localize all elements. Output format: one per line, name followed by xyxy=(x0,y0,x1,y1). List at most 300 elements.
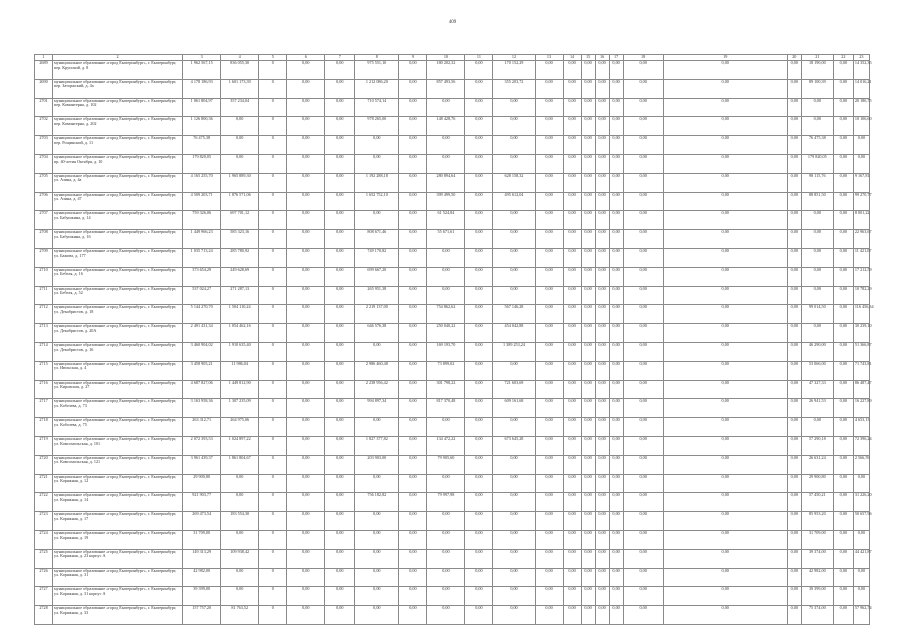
value-cell: 0,00 xyxy=(833,587,853,606)
value-cell: 0,00 xyxy=(595,173,609,192)
value-cell: 0,00 xyxy=(623,455,663,474)
value-cell: 0,00 xyxy=(581,248,595,267)
value-cell: 1 061 804,97 xyxy=(183,98,221,117)
value-cell: 0,00 xyxy=(535,568,563,587)
value-cell: 1 035 713,24 xyxy=(183,248,221,267)
value-cell: 0,00 xyxy=(493,474,535,493)
table-row xyxy=(35,606,870,625)
value-cell: 0,00 xyxy=(801,248,833,267)
value-cell: 0,00 xyxy=(493,117,535,136)
row-name: муниципальное образование «город Екатеринбург», г. Екатеринбург, ул. Коряжная, д. 31 xyxy=(53,568,183,587)
value-cell: 0,00 xyxy=(787,455,801,474)
value-cell: 0,00 xyxy=(663,136,787,155)
value-cell: 1 192 288,18 xyxy=(355,173,399,192)
value-cell: 0,00 xyxy=(325,549,355,568)
value-cell: 0,00 xyxy=(787,342,801,361)
value-cell: 0,00 xyxy=(535,136,563,155)
value-cell: 0,00 xyxy=(595,61,609,80)
value-cell: 1 965 889,30 xyxy=(221,173,259,192)
column-number: 17 xyxy=(609,55,623,61)
value-cell: 0,00 xyxy=(581,324,595,343)
value-cell: 0,00 xyxy=(787,61,801,80)
value-cell: 0,00 xyxy=(609,211,623,230)
value-cell: 57 290,18 xyxy=(801,436,833,455)
value-cell: 1 910 635,40 xyxy=(221,342,259,361)
value-cell: 808 671,46 xyxy=(355,230,399,249)
value-cell: 0,00 xyxy=(787,606,801,625)
value-cell: 0,00 xyxy=(465,324,493,343)
value-cell: 0,00 xyxy=(493,530,535,549)
value-cell: 0,00 xyxy=(663,587,787,606)
value-cell: 0,00 xyxy=(465,342,493,361)
value-cell: 0,00 xyxy=(399,342,427,361)
value-cell: 0,00 xyxy=(287,79,325,98)
value-cell: 0,00 xyxy=(563,286,581,305)
value-cell: 0,00 xyxy=(535,342,563,361)
value-cell: 0,00 xyxy=(663,173,787,192)
value-cell: 0,00 xyxy=(325,305,355,324)
value-cell: 0,00 xyxy=(465,361,493,380)
value-cell: 0,00 xyxy=(833,98,853,117)
value-cell: 0,00 xyxy=(287,342,325,361)
value-cell: 0,00 xyxy=(325,493,355,512)
value-cell: 0,00 xyxy=(787,512,801,531)
value-cell: 0,00 xyxy=(595,361,609,380)
value-cell: 0,00 xyxy=(465,117,493,136)
row-name: муниципальное образование «город Екатеринбург», г. Екатеринбург, ул. Бабушкина, д. 16 xyxy=(53,230,183,249)
value-cell: 0,00 xyxy=(623,324,663,343)
value-cell: 0,00 xyxy=(787,230,801,249)
value-cell: 0,00 xyxy=(833,530,853,549)
value-cell: 0,00 xyxy=(787,399,801,418)
value-cell: 269 473,54 xyxy=(183,512,221,531)
value-cell: 0,00 xyxy=(609,512,623,531)
value-cell: 0,00 xyxy=(563,512,581,531)
value-cell: 0,00 xyxy=(595,530,609,549)
value-cell: 0,00 xyxy=(355,211,399,230)
row-number: 2707 xyxy=(35,211,53,230)
value-cell: 0,00 xyxy=(663,606,787,625)
value-cell: 0,00 xyxy=(399,136,427,155)
value-cell: 0,00 xyxy=(801,117,833,136)
value-cell: 265 951,38 xyxy=(355,286,399,305)
value-cell: 0,00 xyxy=(595,568,609,587)
value-cell: 0,00 xyxy=(787,79,801,98)
value-cell: 0,00 xyxy=(595,493,609,512)
row-number: 2725 xyxy=(35,549,53,568)
value-cell: 79 997,98 xyxy=(427,493,465,512)
value-cell: 31 709,00 xyxy=(183,530,221,549)
value-cell: 0,00 xyxy=(595,267,609,286)
value-cell: 0,00 xyxy=(427,154,465,173)
value-cell: 3 163 958,36 xyxy=(183,399,221,418)
row-name: муниципальное образование «город Екатеринбург», г. Екатеринбург, ул. Азина, д. 4а xyxy=(53,173,183,192)
value-cell: 0,00 xyxy=(833,305,853,324)
value-cell: 0,00 xyxy=(493,455,535,474)
value-cell: 250 040,22 xyxy=(427,324,465,343)
value-cell: 0 xyxy=(259,474,287,493)
value-cell: 0,00 xyxy=(563,380,581,399)
value-cell: 0,00 xyxy=(287,211,325,230)
value-cell: 0,00 xyxy=(355,342,399,361)
value-cell: 0,00 xyxy=(563,136,581,155)
value-cell: 0 xyxy=(259,549,287,568)
value-cell: 0,00 xyxy=(399,568,427,587)
value-cell: 0,00 xyxy=(221,474,259,493)
value-cell: 0,00 xyxy=(609,493,623,512)
value-cell: 756 182,82 xyxy=(355,493,399,512)
value-cell: 57 962,74 xyxy=(853,606,869,625)
row-name: муниципальное образование «город Екатеринбург», г. Екатеринбург, пер. Коминтерна, д. 202 xyxy=(53,117,183,136)
row-name: муниципальное образование «город Екатеринбург», г. Екатеринбург, ул. Комсомольская, д. 121 xyxy=(53,455,183,474)
value-cell: 0,00 xyxy=(833,549,853,568)
value-cell: 0,00 xyxy=(787,98,801,117)
value-cell: 0,00 xyxy=(399,587,427,606)
row-name: муниципальное образование «город Екатеринбург», г. Екатеринбург, ул. Коряжная, д. 17 xyxy=(53,512,183,531)
column-number: 5 xyxy=(259,55,287,61)
value-cell: 0,00 xyxy=(623,173,663,192)
value-cell: 0,00 xyxy=(787,117,801,136)
value-cell: 0 xyxy=(259,455,287,474)
value-cell: 42 982,00 xyxy=(183,568,221,587)
value-cell: 0,00 xyxy=(535,361,563,380)
row-name: муниципальное образование «город Екатеринбург», г. Екатеринбург, ул. Коряжная, д. 31 корпус А xyxy=(53,587,183,606)
value-cell: 0,00 xyxy=(427,568,465,587)
value-cell: 0,00 xyxy=(853,154,869,173)
value-cell: 0,00 xyxy=(399,399,427,418)
row-number: 2722 xyxy=(35,493,53,512)
value-cell: 0 xyxy=(259,211,287,230)
row-name: муниципальное образование «город Екатеринбург», г. Екатеринбург, пер. Рощинский, д. 11 xyxy=(53,136,183,155)
value-cell: 0,00 xyxy=(787,568,801,587)
value-cell: 1 126 800,36 xyxy=(183,117,221,136)
value-cell: 0,00 xyxy=(623,606,663,625)
value-cell: 0,00 xyxy=(465,399,493,418)
value-cell: 14 352,35 xyxy=(853,61,869,80)
value-cell: 0,00 xyxy=(399,380,427,399)
value-cell: 0,00 xyxy=(287,136,325,155)
value-cell: 0,00 xyxy=(801,286,833,305)
value-cell: 1 054 462,16 xyxy=(221,324,259,343)
value-cell: 0,00 xyxy=(787,211,801,230)
value-cell: 355 203,72 xyxy=(493,79,535,98)
table-row xyxy=(35,493,870,512)
value-cell: 0,00 xyxy=(623,568,663,587)
value-cell: 86 487,47 xyxy=(853,380,869,399)
value-cell: 0,00 xyxy=(355,418,399,437)
value-cell: 0,00 xyxy=(581,98,595,117)
value-cell: 0,00 xyxy=(623,192,663,211)
value-cell: 0,00 xyxy=(563,230,581,249)
column-number: 10 xyxy=(427,55,465,61)
value-cell: 0,00 xyxy=(581,136,595,155)
value-cell: 0 xyxy=(259,136,287,155)
value-cell: 2 566,59 xyxy=(853,455,869,474)
value-cell: 0 xyxy=(259,380,287,399)
value-cell: 0,00 xyxy=(465,305,493,324)
value-cell: 0,00 xyxy=(287,117,325,136)
value-cell: 50 657,96 xyxy=(853,512,869,531)
value-cell: 0,00 xyxy=(287,230,325,249)
value-cell: 0 xyxy=(259,436,287,455)
value-cell: 0,00 xyxy=(325,455,355,474)
value-cell: 0,00 xyxy=(833,192,853,211)
value-cell: 0,00 xyxy=(535,324,563,343)
value-cell: 0,00 xyxy=(663,192,787,211)
value-cell: 2 986 460,48 xyxy=(355,361,399,380)
value-cell: 0,00 xyxy=(399,154,427,173)
value-cell: 0,00 xyxy=(399,286,427,305)
value-cell: 0,00 xyxy=(563,587,581,606)
table-row xyxy=(35,117,870,136)
value-cell: 0,00 xyxy=(833,230,853,249)
value-cell: 4 653,13 xyxy=(853,418,869,437)
value-cell: 0,00 xyxy=(535,399,563,418)
value-cell: 0,00 xyxy=(833,418,853,437)
value-cell: 0,00 xyxy=(221,117,259,136)
value-cell: 0,00 xyxy=(833,117,853,136)
value-cell: 0 xyxy=(259,173,287,192)
value-cell: 5 144 270,70 xyxy=(183,305,221,324)
value-cell: 22 963,67 xyxy=(853,230,869,249)
value-cell: 9 167,81 xyxy=(853,173,869,192)
value-cell: 0,00 xyxy=(833,606,853,625)
value-cell: 0,00 xyxy=(465,587,493,606)
value-cell: 20 186,75 xyxy=(853,98,869,117)
value-cell: 0,00 xyxy=(833,493,853,512)
value-cell: 0,00 xyxy=(563,342,581,361)
value-cell: 0,00 xyxy=(623,530,663,549)
value-cell: 1 024 897,22 xyxy=(221,436,259,455)
value-cell: 0,00 xyxy=(833,455,853,474)
value-cell: 0,00 xyxy=(535,436,563,455)
value-cell: 0,00 xyxy=(581,380,595,399)
value-cell: 0,00 xyxy=(465,248,493,267)
value-cell: 0,00 xyxy=(493,286,535,305)
value-cell: 0,00 xyxy=(287,568,325,587)
row-number: 2689 xyxy=(35,61,53,80)
value-cell: 697 701,12 xyxy=(221,211,259,230)
value-cell: 0,00 xyxy=(623,117,663,136)
value-cell: 0,00 xyxy=(609,248,623,267)
value-cell: 99 270,77 xyxy=(853,192,869,211)
table-row xyxy=(35,230,870,249)
value-cell: 0 xyxy=(259,587,287,606)
value-cell: 0,00 xyxy=(595,380,609,399)
value-cell: 0,00 xyxy=(563,154,581,173)
value-cell: 46 290,00 xyxy=(801,342,833,361)
row-name: муниципальное образование «город Екатеринбург», г. Екатеринбург, ул. Бебеля, д. 16 xyxy=(53,267,183,286)
value-cell: 0,00 xyxy=(663,154,787,173)
column-number: 21 xyxy=(801,55,833,61)
row-number: 2708 xyxy=(35,230,53,249)
value-cell: 0,00 xyxy=(581,117,595,136)
column-number: 22 xyxy=(833,55,853,61)
value-cell: 994 897,34 xyxy=(355,399,399,418)
value-cell: 0,00 xyxy=(623,549,663,568)
value-cell: 0,00 xyxy=(287,61,325,80)
value-cell: 0,00 xyxy=(399,361,427,380)
value-cell: 0,00 xyxy=(581,154,595,173)
value-cell: 4 509 203,71 xyxy=(183,192,221,211)
value-cell: 0,00 xyxy=(581,286,595,305)
value-cell: 0,00 xyxy=(493,230,535,249)
value-cell: 0,00 xyxy=(623,305,663,324)
value-cell: 0,00 xyxy=(833,568,853,587)
value-cell: 0 xyxy=(259,154,287,173)
value-cell: 0,00 xyxy=(609,117,623,136)
value-cell: 0,00 xyxy=(663,530,787,549)
value-cell: 0,00 xyxy=(325,192,355,211)
value-cell: 271 287,13 xyxy=(221,286,259,305)
value-cell: 0,00 xyxy=(493,136,535,155)
value-cell: 0,00 xyxy=(221,568,259,587)
value-cell: 0,00 xyxy=(609,455,623,474)
value-cell: 585 323,16 xyxy=(221,230,259,249)
table-row xyxy=(35,324,870,343)
value-cell: 183 554,30 xyxy=(221,512,259,531)
value-cell: 0,00 xyxy=(609,436,623,455)
row-number: 2716 xyxy=(35,380,53,399)
value-cell: 0,00 xyxy=(325,211,355,230)
value-cell: 0,00 xyxy=(595,305,609,324)
value-cell: 0,00 xyxy=(325,61,355,80)
value-cell: 0 xyxy=(259,117,287,136)
row-number: 2718 xyxy=(35,418,53,437)
value-cell: 0,00 xyxy=(465,267,493,286)
value-cell: 0,00 xyxy=(399,98,427,117)
value-cell: 0,00 xyxy=(833,286,853,305)
value-cell: 39 399,00 xyxy=(801,587,833,606)
value-cell: 817 370,48 xyxy=(427,399,465,418)
value-cell: 0,00 xyxy=(493,418,535,437)
table-row xyxy=(35,418,870,437)
row-number: 2723 xyxy=(35,512,53,531)
value-cell: 0,00 xyxy=(663,98,787,117)
value-cell: 0,00 xyxy=(535,587,563,606)
table-row xyxy=(35,173,870,192)
row-name: муниципальное образование «город Екатеринбург», г. Екатеринбург, ул. Азина, д. 47 xyxy=(53,192,183,211)
value-cell: 0,00 xyxy=(581,211,595,230)
value-cell: 0,00 xyxy=(325,380,355,399)
value-cell: 0,00 xyxy=(427,606,465,625)
value-cell: 0,00 xyxy=(325,117,355,136)
value-cell: 0,00 xyxy=(221,587,259,606)
value-cell: 0,00 xyxy=(287,606,325,625)
table-row xyxy=(35,154,870,173)
row-name: муниципальное образование «город Екатеринбург», г. Екатеринбург, ул. Коряжная, д. 19 xyxy=(53,530,183,549)
value-cell: 85 953,20 xyxy=(801,512,833,531)
table-row xyxy=(35,267,870,286)
value-cell: 0,00 xyxy=(535,192,563,211)
value-cell: 721 603,69 xyxy=(493,380,535,399)
value-cell: 71 743,81 xyxy=(853,361,869,380)
value-cell: 3 458 905,21 xyxy=(183,361,221,380)
value-cell: 116 456,34 xyxy=(853,305,869,324)
table-row xyxy=(35,286,870,305)
row-number: 2719 xyxy=(35,436,53,455)
row-number: 2721 xyxy=(35,474,53,493)
value-cell: 0,00 xyxy=(787,493,801,512)
value-cell: 149 313,29 xyxy=(183,549,221,568)
value-cell: 399 499,50 xyxy=(427,192,465,211)
value-cell: 51 366,87 xyxy=(853,342,869,361)
row-number: 2706 xyxy=(35,192,53,211)
row-number: 2713 xyxy=(35,324,53,343)
value-cell: 0,00 xyxy=(787,380,801,399)
value-cell: 373 654,29 xyxy=(183,267,221,286)
value-cell: 0,00 xyxy=(833,436,853,455)
table-row xyxy=(35,136,870,155)
row-number: 2711 xyxy=(35,286,53,305)
value-cell: 0,00 xyxy=(493,98,535,117)
table-row xyxy=(35,248,870,267)
value-cell: 0,00 xyxy=(833,380,853,399)
value-cell: 0,00 xyxy=(563,267,581,286)
value-cell: 0,00 xyxy=(325,267,355,286)
value-cell: 0,00 xyxy=(595,399,609,418)
value-cell: 0,00 xyxy=(221,530,259,549)
value-cell: 0,00 xyxy=(609,324,623,343)
value-cell: 0,00 xyxy=(465,474,493,493)
value-cell: 0,00 xyxy=(465,493,493,512)
column-number: 9 xyxy=(399,55,427,61)
row-name: муниципальное образование «город Екатеринбург», г. Екатеринбург, ул. Кобозева, д. 75 xyxy=(53,418,183,437)
row-number: 2714 xyxy=(35,342,53,361)
value-cell: 921 903,77 xyxy=(183,493,221,512)
value-cell: 0,00 xyxy=(609,154,623,173)
value-cell: 0,00 xyxy=(609,568,623,587)
value-cell: 836 055,30 xyxy=(221,61,259,80)
value-cell: 0,00 xyxy=(465,192,493,211)
value-cell: 0 xyxy=(259,418,287,437)
table-row xyxy=(35,512,870,531)
value-cell: 0,00 xyxy=(563,305,581,324)
value-cell: 0 xyxy=(259,342,287,361)
value-cell: 0,00 xyxy=(325,342,355,361)
value-cell: 4 165 255,70 xyxy=(183,173,221,192)
row-name: муниципальное образование «город Екатеринбург», г. Екатеринбург, пр. 40-летия Октября, д. 10 xyxy=(53,154,183,173)
value-cell: 0,00 xyxy=(399,324,427,343)
value-cell: 0,00 xyxy=(787,286,801,305)
value-cell: 0,00 xyxy=(595,418,609,437)
value-cell: 0 xyxy=(259,98,287,117)
value-cell: 1 307 235,09 xyxy=(221,399,259,418)
value-cell: 0,00 xyxy=(595,587,609,606)
value-cell: 454 042,88 xyxy=(493,324,535,343)
row-number: 2726 xyxy=(35,568,53,587)
column-number: 7 xyxy=(325,55,355,61)
column-number: 13 xyxy=(535,55,563,61)
value-cell: 0,00 xyxy=(623,61,663,80)
value-cell: 0,00 xyxy=(427,286,465,305)
row-number: 2701 xyxy=(35,98,53,117)
value-cell: 0,00 xyxy=(399,117,427,136)
value-cell: 0,00 xyxy=(535,474,563,493)
value-cell: 0,00 xyxy=(287,418,325,437)
value-cell: 0,00 xyxy=(801,418,833,437)
value-cell: 0,00 xyxy=(355,154,399,173)
value-cell: 0,00 xyxy=(325,173,355,192)
value-cell: 978 265,00 xyxy=(355,117,399,136)
value-cell: 0,00 xyxy=(355,549,399,568)
value-cell: 0,00 xyxy=(399,79,427,98)
value-cell: 0,00 xyxy=(609,399,623,418)
value-cell: 1 389 253,24 xyxy=(493,342,535,361)
value-cell: 0,00 xyxy=(535,455,563,474)
value-cell: 0,00 xyxy=(833,267,853,286)
value-cell: 1 876 571,06 xyxy=(221,192,259,211)
